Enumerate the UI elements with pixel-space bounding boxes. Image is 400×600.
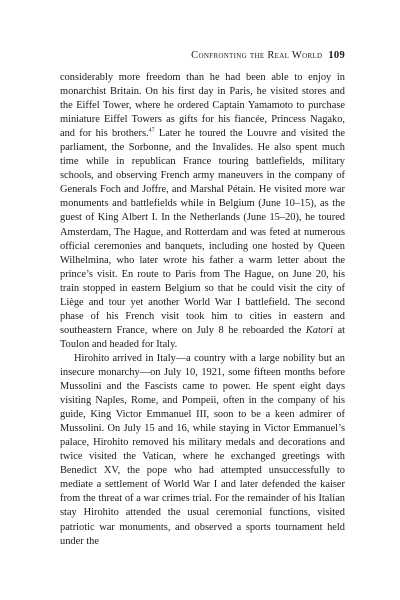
body-text (60, 71, 345, 549)
running-head (60, 50, 345, 61)
paragraph-1 (60, 71, 345, 352)
paragraph-2: Hirohito arrived in Italy—a country with a large nobility but an insecure monarchy—on July 10, 1921, some fifteen months before Mussolini and the Fascists came to power. He spent eight days visiting Naples, Rome, and Pompeii, often in the company of his guide, King Victor Emmanuel III, soon to be a keen admirer of Mussolini. On July 15 and 16, while staying in Victor Emmanuel’s palace, Hirohito removed his military medals and decorations and twice visited the Vatican, where he exchanged greetings with Benedict XV, the pope who had attempted unsuccessfully to mediate a settlement of World War I and later defended the kaiser from the threat of a war crimes trial. For the remainder of his Italian stay Hirohito attended the usual ceremonial functions, visited patriotic war monuments, and observed a sports tournament held under the (60, 352, 345, 547)
ship-name-katori: Katori (305, 324, 333, 336)
paragraph-1-text-a: considerably more freedom than he had been able to enjoy in monarchist Britain. On his first day in Paris, he visited stores and the Eiffel Tower, where he ordered Captain Yamamoto to purchase miniature Eiffel Towers as gifts for his fiancée, Princess Nagako, and for his brothers. (60, 72, 345, 140)
page-number: 109 (328, 50, 345, 61)
paragraph-1-text-b: Later he toured the Louvre and visited the parliament, the Sorbonne, and the Invalides. He also spent much time while in republican France touring battlefields, military schools, and observing French army maneuvers in the company of Generals Foch and Joffre, and Marshal Pétain. He visited more war monuments and battlefields while in Belgium (June 10–15), as the guest of King Albert I. In the Netherlands (June 15–20), he toured Amsterdam, The Hague, and Rotterdam and was feted at numerous official ceremonies and banquets, including one hosted by Queen Wilhelmina, who later wrote his father a warm letter about the prince’s visit. En route to Paris from The Hague, on June 20, his train stopped in eastern Belgium so that he could visit the city of Liège and tour yet another World War I battlefield. The second phase of his French visit took him to cities in eastern and southeastern France, where on July 8 he reboarded the (60, 128, 345, 336)
footnote-ref-47: 47 (148, 127, 155, 134)
running-head-title: Confronting the Real World (191, 50, 323, 61)
paragraph-1-text-c: at Toulon and headed for Italy. (60, 324, 345, 350)
